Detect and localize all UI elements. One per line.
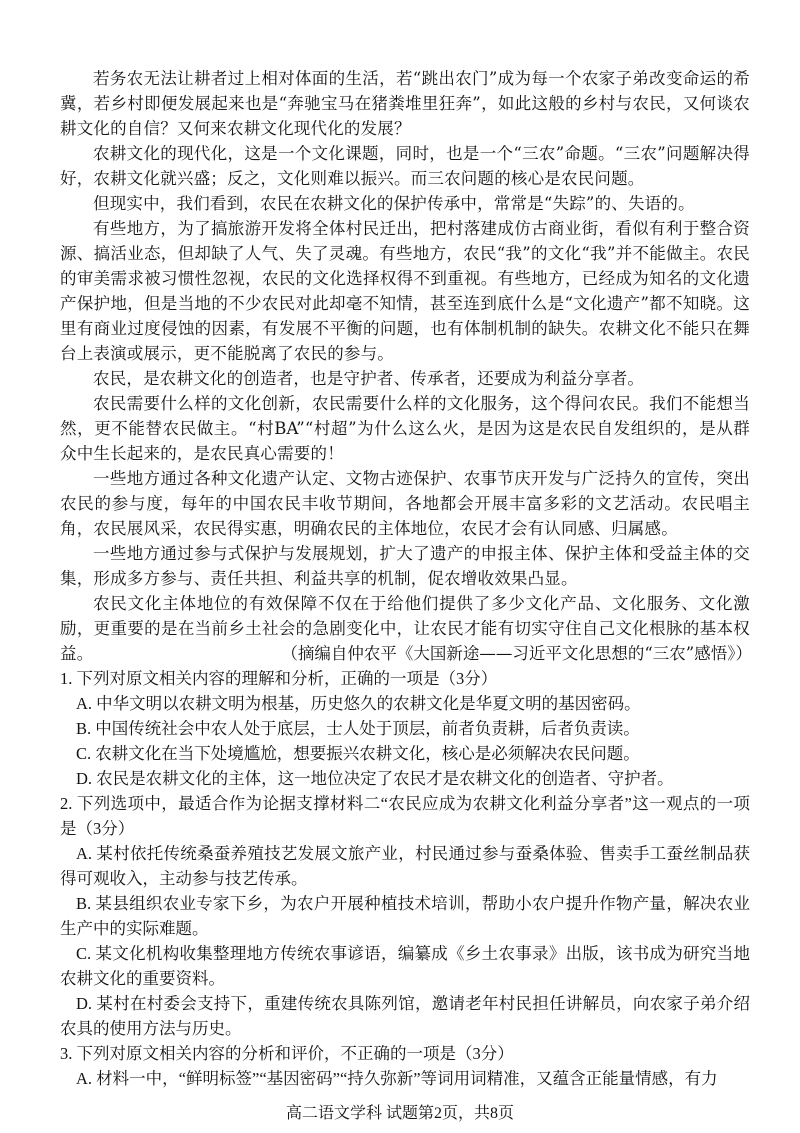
answer-option: B. 某县组织农业专家下乡，为农户开展种植技术培训，帮助小农户提升作物产量，解决农业生产中的实际难题。 — [60, 894, 750, 938]
question-stem: 1. 下列对原文相关内容的理解和分析，正确的一项是（3分） — [60, 669, 498, 688]
source-citation: （摘编自仲农平《大国新途——习近平文化思想的“三农”感悟》） — [281, 644, 752, 663]
answer-option: C. 农耕文化在当下处境尴尬，想要振兴农耕文化，核心是必须解决农民问题。 — [76, 744, 640, 763]
passage-paragraph: 农民，是农耕文化的创造者，也是守护者、传承者，还要成为利益分享者。 — [93, 369, 645, 388]
passage-paragraph: 但现实中，我们看到，农民在农耕文化的保护传承中，常常是“失踪”的、失语的。 — [93, 194, 695, 213]
passage-paragraph: 农耕文化的现代化，这是一个文化课题，同时，也是一个“三农”命题。“三农”问题解决得好，农耕文化就兴盛；反之，文化则难以振兴。而三农问题的核心是农民问题。 — [60, 144, 750, 188]
passage-paragraph: 农民文化主体地位的有效保障不仅在于给他们提供了多少文化产品、文化服务、文化激励，更重要的是在当前乡土社会的急剧变化中，让农民才能有切实守住自己文化根脉的基本权益。 — [60, 594, 750, 663]
answer-option: C. 某文化机构收集整理地方传统农事谚语，编纂成《乡土农事录》出版，该书成为研究当地农耕文化的重要资料。 — [60, 944, 750, 988]
passage-paragraph: 若务农无法让耕者过上相对体面的生活，若“跳出农门”成为每一个农家子弟改变命运的希冀，若乡村即便发展起来也是“奔驰宝马在猪粪堆里狂奔”，如此这般的乡村与农民，又何谈农耕文化的自信？又何来农耕文化现代化的发展？ — [60, 69, 750, 138]
answer-option: D. 某村在村委会支持下，重建传统农具陈列馆，邀请老年村民担任讲解员，向农家子弟介绍农具的使用方法与历史。 — [60, 994, 750, 1038]
question-stem: 3. 下列对原文相关内容的分析和评价，不正确的一项是（3分） — [60, 1044, 514, 1063]
page-footer: 高二语文学科 试题第2页，共8页 — [285, 1105, 514, 1122]
answer-option: B. 中国传统社会中农人处于底层，士人处于顶层，前者负责耕，后者负责读。 — [76, 719, 640, 738]
passage-paragraph: 有些地方，为了搞旅游开发将全体村民迁出，把村落建成仿古商业街，看似有利于整合资源、搞活业态，但却缺了人气、失了灵魂。有些地方，农民“我”的文化“我”并不能做主。农民的审美需求被习惯性忽视，农民的文化选择权得不到重视。有些地方，已经成为知名的文化遗产保护地，但是当地的不少农民对此却毫不知情，甚至连到底什么是“文化遗产”都不知晓。这里有商业过度侵蚀的因素，有发展不平衡的问题，也有体制机制的缺失。农耕文化不能只在舞台上表演或展示，更不能脱离了农民的参与。 — [60, 219, 750, 363]
answer-option: A. 某村依托传统桑蚕养殖技艺发展文旅产业，村民通过参与蚕桑体验、售卖手工蚕丝制品获得可观收入，主动参与技艺传承。 — [60, 844, 750, 888]
question-stem: 2. 下列选项中，最适合作为论据支撑材料二“农民应成为农耕文化利益分享者”这一观点的一项是（3分） — [60, 794, 750, 838]
passage-paragraph: 一些地方通过参与式保护与发展规划，扩大了遗产的申报主体、保护主体和受益主体的交集，形成多方参与、责任共担、利益共享的机制，促农增收效果凸显。 — [60, 544, 750, 588]
answer-option: D. 农民是农耕文化的主体，这一地位决定了农民才是农耕文化的创造者、守护者。 — [76, 769, 674, 788]
passage-paragraph: 一些地方通过各种文化遗产认定、文物古迹保护、农事节庆开发与广泛持久的宣传，突出农民的参与度，每年的中国农民丰收节期间，各地都会开展丰富多彩的文艺活动。农民唱主角，农民展风采，农民得实惠，明确农民的主体地位，农民才会有认同感、归属感。 — [60, 469, 750, 538]
answer-option: A. 中华文明以农耕文明为根基，历史悠久的农耕文化是华夏文明的基因密码。 — [76, 694, 641, 713]
answer-option: A. 材料一中，“鲜明标签”“基因密码”“持久弥新”等词用词精准，又蕴含正能量情感，有力 — [76, 1069, 718, 1088]
passage-paragraph: 农民需要什么样的文化创新，农民需要什么样的文化服务，这个得问农民。我们不能想当然，更不能替农民做主。“村BA”“村超”为什么这么火，是因为这是农民自发组织的，是从群众中生长起来的，是农民真心需要的！ — [60, 394, 750, 463]
